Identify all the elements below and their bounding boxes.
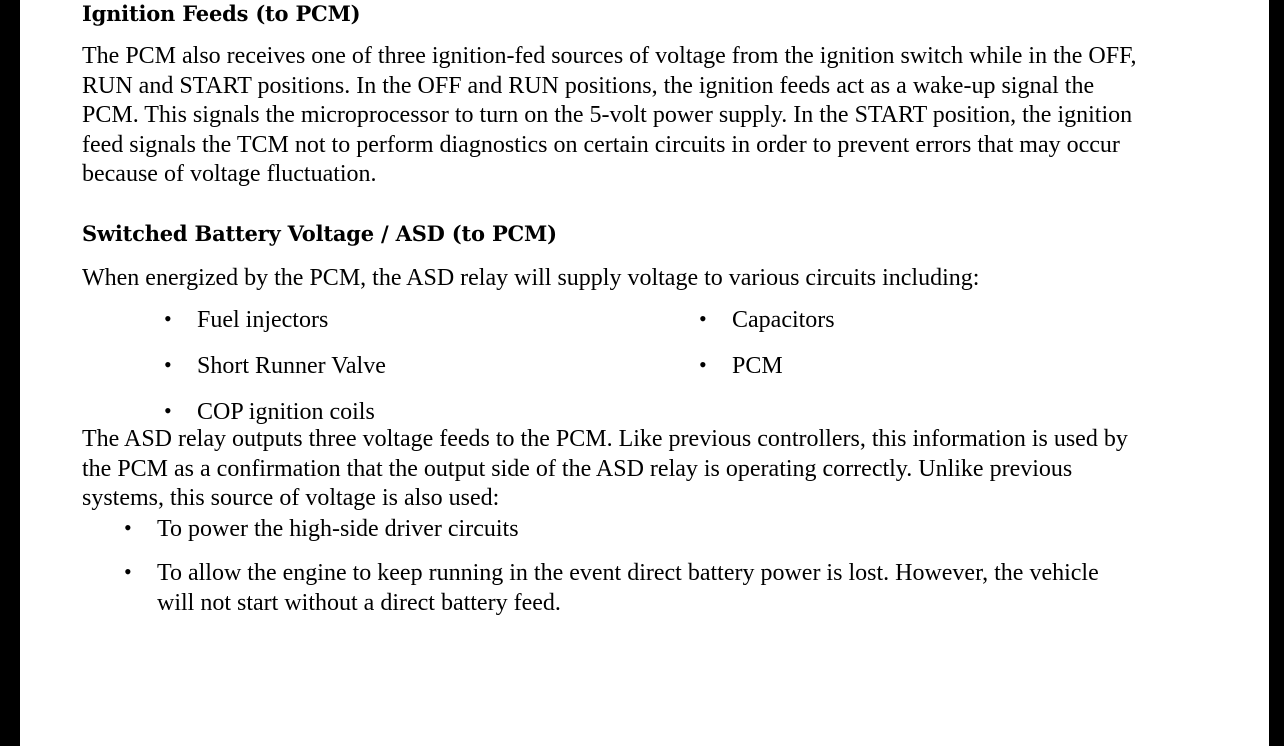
list-item-label: PCM: [732, 353, 783, 379]
list-item: [122, 397, 642, 427]
list-item-label: COP ignition coils: [197, 399, 375, 425]
list-item: [657, 305, 1117, 335]
list-item: [82, 558, 1142, 618]
list-item: [122, 305, 642, 335]
bullet-list-right: [657, 305, 1117, 381]
page-right-edge-band: [1269, 0, 1284, 746]
document-content: [82, 0, 1142, 632]
bullet-list-voltage-uses: [82, 514, 1142, 618]
asd-circuits-bullet-columns: [82, 305, 1142, 425]
heading-ignition-feeds: Ignition Feeds (to PCM): [82, 1, 361, 26]
paragraph-asd-voltage-feeds: The ASD relay outputs three voltage feeds to the PCM. Like previous controllers, this information is used by the PCM as a confirmation that the output side of the ASD relay is operating correctly. Unlike previous systems, this source of voltage is also used:: [82, 426, 1128, 511]
page-left-edge-band: [0, 0, 20, 746]
paragraph-asd-intro: When energized by the PCM, the ASD relay will supply voltage to various circuits including:: [82, 264, 980, 291]
paragraph-ignition-feeds: The PCM also receives one of three ignition-fed sources of voltage from the ignition switch while in the OFF, RUN and START positions. In the OFF and RUN positions, the ignition feeds act as a wake-up signal the PCM. This signals the microprocessor to turn on the 5-volt power supply. In the START position, the ignition feed signals the TCM not to perform diagnostics on certain circuits in order to prevent errors that may occur because of voltage fluctuation.: [82, 43, 1137, 187]
bullet-list-left: [122, 305, 642, 427]
list-item: [122, 351, 642, 381]
list-item: [82, 514, 1142, 544]
list-item-label: Short Runner Valve: [197, 353, 386, 379]
list-item-label: To power the high-side driver circuits: [157, 515, 519, 542]
asd-circuits-column-left: [122, 305, 642, 443]
list-item-label: Fuel injectors: [197, 307, 329, 333]
asd-circuits-column-right: [657, 305, 1117, 397]
heading-switched-battery-voltage: Switched Battery Voltage / ASD (to PCM): [82, 220, 557, 246]
list-item: [657, 351, 1117, 381]
list-item-label: • To allow the engine to keep running in the event direct battery power is lost. However, the vehicle will not start without a direct battery feed.: [157, 559, 1099, 616]
list-item-label: Capacitors: [732, 307, 835, 333]
